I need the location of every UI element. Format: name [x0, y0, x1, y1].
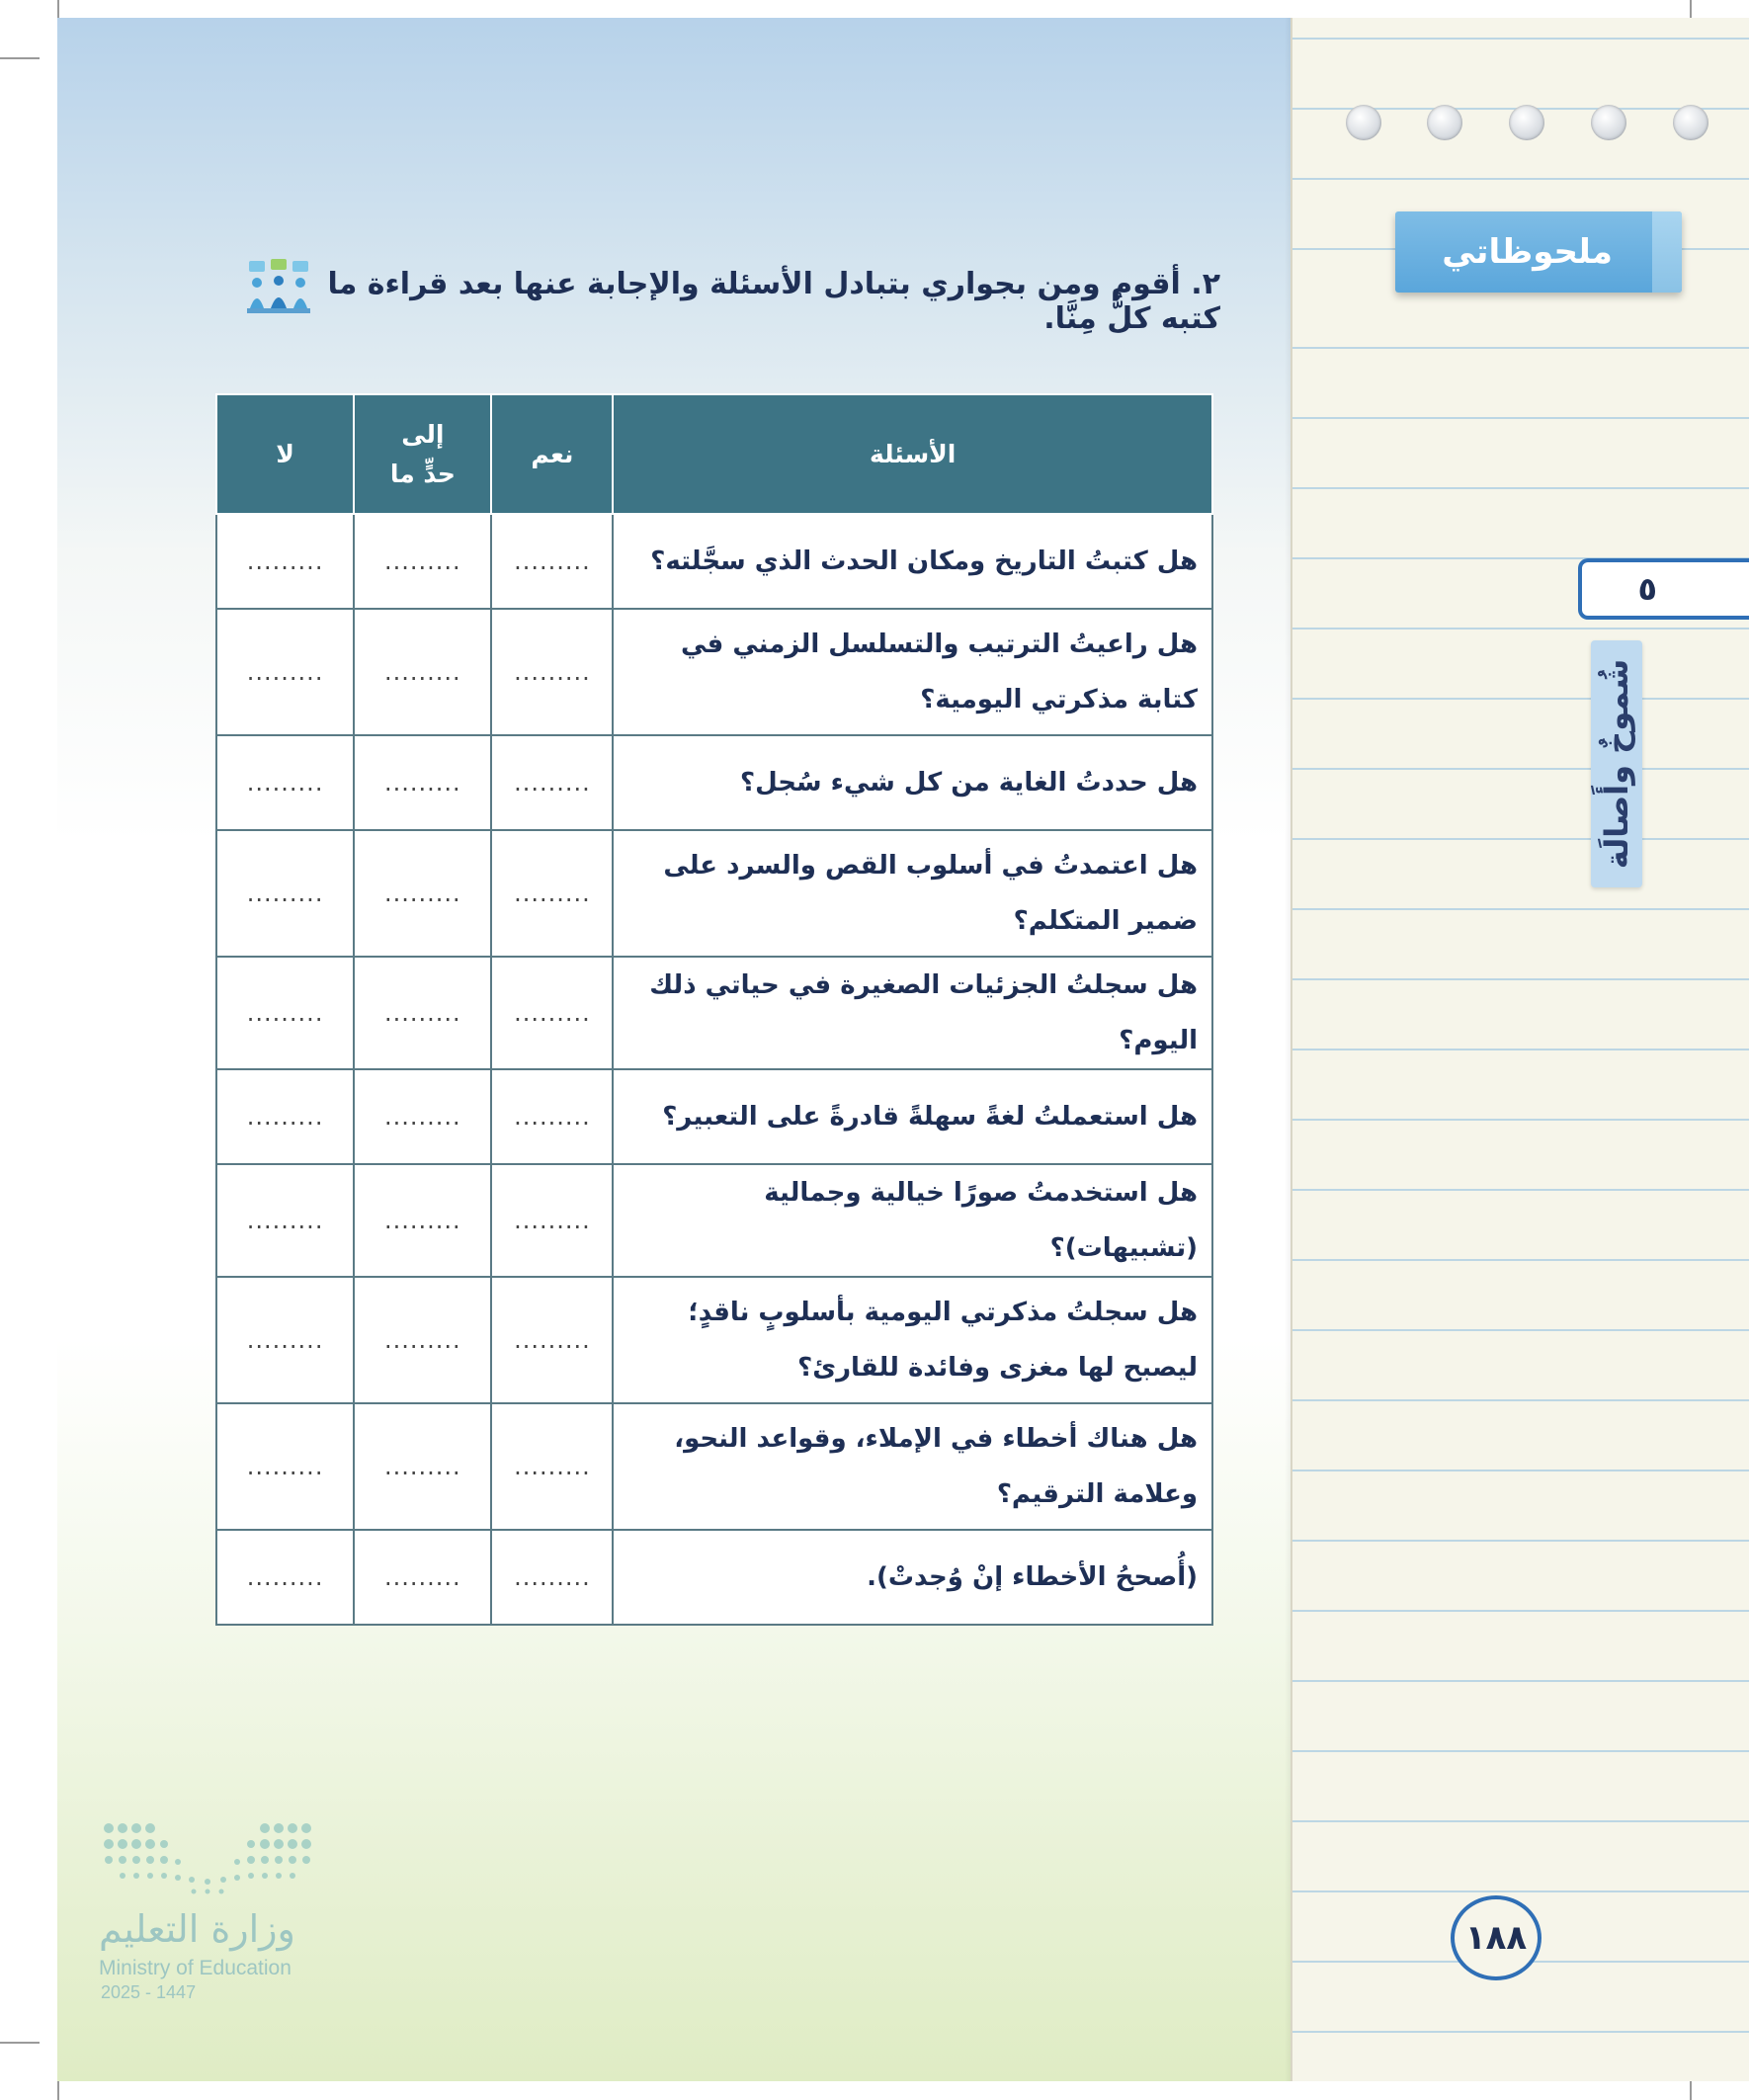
header-somewhat-line1: إلى: [401, 419, 445, 449]
notes-tab: [1395, 211, 1682, 293]
page-number-text: ١٨٨: [1464, 1918, 1528, 1958]
answer-somewhat-blank[interactable]: .........: [354, 1277, 491, 1403]
answer-somewhat-blank[interactable]: .........: [354, 1403, 491, 1530]
answer-no-blank[interactable]: .........: [216, 1277, 354, 1403]
table-row: [216, 830, 1212, 957]
answer-yes-blank[interactable]: .........: [491, 1164, 613, 1277]
header-no: لا: [216, 394, 354, 514]
answer-yes-blank[interactable]: .........: [491, 1530, 613, 1625]
question-text: هل اعتمدتُ في أسلوب القص والسرد على ضمير المتكلم؟: [613, 830, 1212, 957]
question-text: هل استعملتُ لغةً سهلةً قادرةً على التعبير؟: [613, 1069, 1212, 1164]
page-number: [1451, 1895, 1541, 1980]
crop-mark: [0, 2042, 40, 2044]
table-row: [216, 957, 1212, 1069]
assessment-table: [215, 393, 1213, 1626]
table-row: [216, 1164, 1212, 1277]
answer-no-blank[interactable]: .........: [216, 609, 354, 735]
notes-tab-label: ملحوظاتي: [1442, 232, 1613, 272]
header-somewhat-line2: حدٍّ ما: [389, 459, 456, 488]
header-somewhat: [354, 394, 491, 514]
answer-yes-blank[interactable]: .........: [491, 514, 613, 609]
ministry-year: 2025 - 1447: [101, 1982, 197, 2002]
answer-yes-blank[interactable]: .........: [491, 1069, 613, 1164]
notes-tab-fold: [1652, 211, 1682, 293]
binder-hole: [1673, 105, 1708, 140]
pair-discussion-icon: [247, 259, 310, 314]
unit-title: شُموخٌ وأَصالَة: [1598, 658, 1635, 870]
answer-no-blank[interactable]: .........: [216, 830, 354, 957]
answer-somewhat-blank[interactable]: .........: [354, 735, 491, 830]
answer-no-blank[interactable]: .........: [216, 1069, 354, 1164]
unit-number-box: [1578, 558, 1749, 620]
table-header-row: [216, 394, 1212, 514]
answer-no-blank[interactable]: .........: [216, 1403, 354, 1530]
unit-number: ٥: [1637, 570, 1657, 608]
binder-hole: [1346, 105, 1381, 140]
answer-somewhat-blank[interactable]: .........: [354, 830, 491, 957]
answer-no-blank[interactable]: .........: [216, 957, 354, 1069]
answer-somewhat-blank[interactable]: .........: [354, 1164, 491, 1277]
answer-somewhat-blank[interactable]: .........: [354, 957, 491, 1069]
answer-no-blank[interactable]: .........: [216, 735, 354, 830]
binder-hole: [1509, 105, 1544, 140]
question-text: هل حددتُ الغاية من كل شيء سُجل؟: [613, 735, 1212, 830]
answer-no-blank[interactable]: .........: [216, 1530, 354, 1625]
answer-yes-blank[interactable]: .........: [491, 957, 613, 1069]
answer-no-blank[interactable]: .........: [216, 514, 354, 609]
header-questions: الأسئلة: [613, 394, 1212, 514]
answer-yes-blank[interactable]: .........: [491, 1403, 613, 1530]
ministry-name-arabic: وزارة التعليم: [99, 1907, 295, 1951]
answer-yes-blank[interactable]: .........: [491, 735, 613, 830]
answer-somewhat-blank[interactable]: .........: [354, 1530, 491, 1625]
crop-mark: [0, 57, 40, 59]
answer-yes-blank[interactable]: .........: [491, 830, 613, 957]
answer-somewhat-blank[interactable]: .........: [354, 514, 491, 609]
answer-somewhat-blank[interactable]: .........: [354, 609, 491, 735]
table-row: [216, 514, 1212, 609]
table-row: [216, 1530, 1212, 1625]
binder-hole: [1591, 105, 1626, 140]
question-text: هل سجلتُ الجزئيات الصغيرة في حياتي ذلك اليوم؟: [613, 957, 1212, 1069]
table-row: [216, 1403, 1212, 1530]
instruction-text: ٢. أقوم ومن بجواري بتبادل الأسئلة والإجابة عنها بعد قراءة ما كتبه كلٌّ مِنَّا.: [327, 267, 1220, 336]
table-row: [216, 735, 1212, 830]
ministry-logo-dots: [99, 1818, 316, 1895]
header-yes: نعم: [491, 394, 613, 514]
ministry-name-english: Ministry of Education: [99, 1957, 292, 1979]
table-row: [216, 609, 1212, 735]
table-row: [216, 1069, 1212, 1164]
answer-yes-blank[interactable]: .........: [491, 609, 613, 735]
question-text: هل استخدمتُ صورًا خيالية وجمالية (تشبيهات)؟: [613, 1164, 1212, 1277]
question-text: (أُصححُ الأخطاء إنْ وُجدتْ).: [613, 1530, 1212, 1625]
unit-title-ribbon: [1591, 640, 1642, 887]
question-text: هل كتبتُ التاريخ ومكان الحدث الذي سجَّلته؟: [613, 514, 1212, 609]
table-row: [216, 1277, 1212, 1403]
question-text: هل راعيتُ الترتيب والتسلسل الزمني في كتابة مذكرتي اليومية؟: [613, 609, 1212, 735]
notebook-strip: [1291, 18, 1749, 2081]
answer-somewhat-blank[interactable]: .........: [354, 1069, 491, 1164]
binder-hole: [1427, 105, 1462, 140]
question-text: هل سجلتُ مذكرتي اليومية بأسلوبٍ ناقدٍ؛ ليصبح لها مغزى وفائدة للقارئ؟: [613, 1277, 1212, 1403]
answer-no-blank[interactable]: .........: [216, 1164, 354, 1277]
question-text: هل هناك أخطاء في الإملاء، وقواعد النحو، وعلامة الترقيم؟: [613, 1403, 1212, 1530]
answer-yes-blank[interactable]: .........: [491, 1277, 613, 1403]
